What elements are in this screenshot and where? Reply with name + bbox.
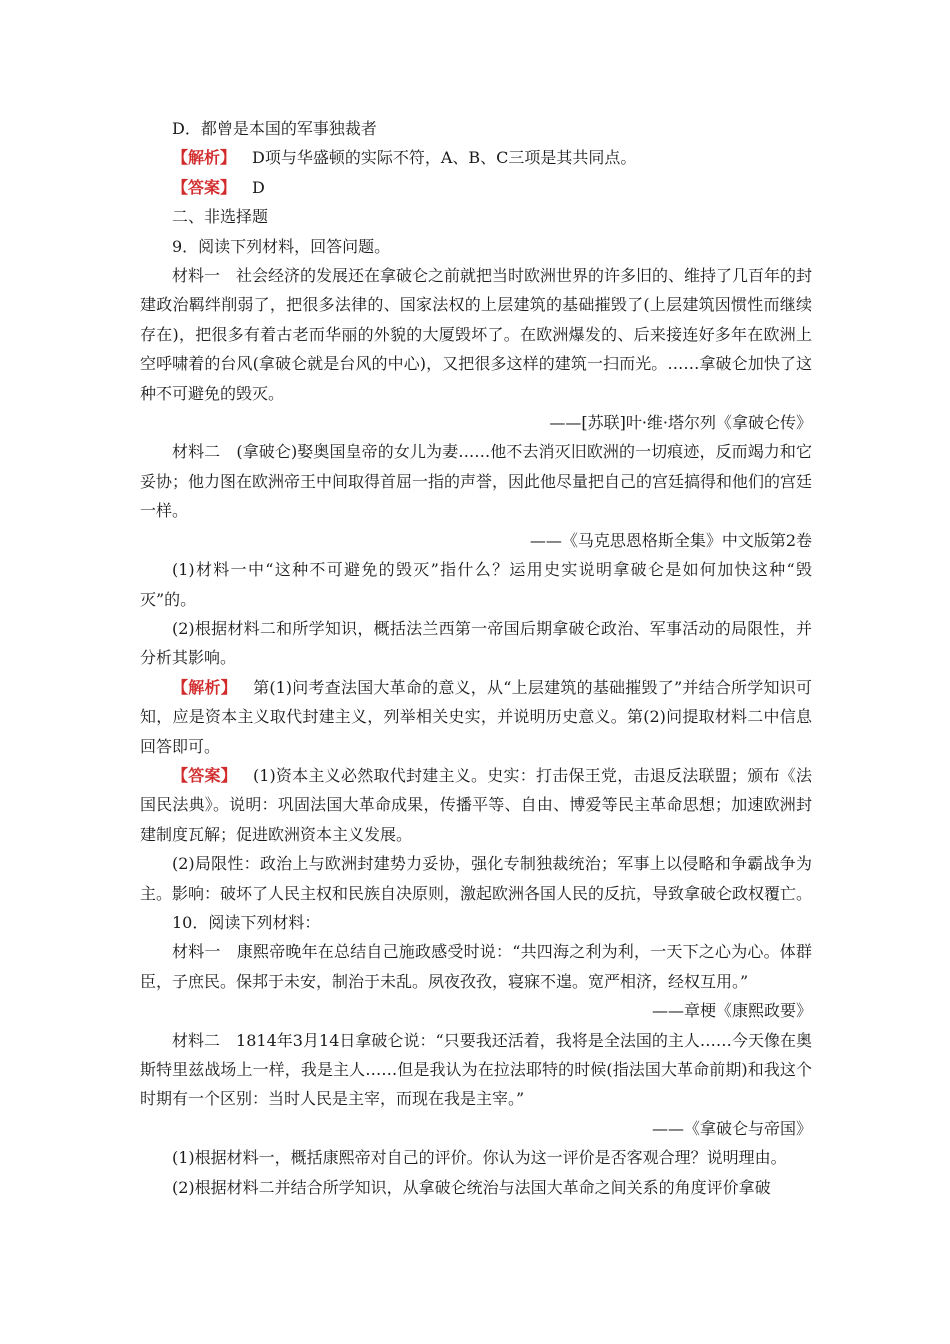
q9-analysis bbox=[140, 673, 812, 761]
q8-analysis bbox=[140, 143, 812, 172]
answer-tag: 【答案】 bbox=[172, 177, 237, 197]
q9-stem: 9．阅读下列材料，回答问题。 bbox=[172, 236, 391, 256]
q9-material-2: 材料二 (拿破仑)娶奥国皇帝的女儿为妻……他不去消灭旧欧洲的一切痕迹，反而竭力和它妥协；他力图在欧洲帝王中间取得首屈一指的声誉，因此他尽量把自己的宫廷搞得和他们的宫廷一样。 bbox=[140, 442, 813, 521]
q8-answer-text: D bbox=[252, 177, 265, 197]
analysis-tag: 【解析】 bbox=[172, 677, 237, 697]
q10-source-2: ——《拿破仑与帝国》 bbox=[651, 1118, 812, 1138]
q9-material-1: 材料一 社会经济的发展还在拿破仑之前就把当时欧洲世界的许多旧的、维持了几百年的封建政治羁绊削弱了，把很多法律的、国家法权的上层建筑的基础摧毁了(上层建筑因惯性而继续存在)，把很多有着古老而华丽的外貌的大厦毁坏了。在欧洲爆发的、后来接连好多年在欧洲上空呼啸着的台风(拿破仑就是台风的中心)，又把很多这样的建筑一扫而光。……拿破仑加快了这种不可避免的毁灭。 bbox=[140, 266, 813, 403]
q9-source-1: ——[苏联]叶·维·塔尔列《拿破仑传》 bbox=[549, 413, 812, 433]
q9-question-1: (1)材料一中“这种不可避免的毁灭”指什么？运用史实说明拿破仑是如何加快这种“毁灭”的。 bbox=[140, 560, 812, 609]
q8-analysis-text: D项与华盛顿的实际不符，A、B、C三项是其共同点。 bbox=[252, 148, 637, 168]
q9-analysis-text: 第(1)问考查法国大革命的意义，从“上层建筑的基础摧毁了”并结合所学知识可知，应是资本主义取代封建主义，列举相关史实，并说明历史意义。第(2)问提取材料二中信息回答即可。 bbox=[140, 677, 812, 756]
q10-source-1: ——章梗《康熙政要》 bbox=[651, 1001, 812, 1021]
document-page bbox=[140, 114, 812, 1202]
answer-tag: 【答案】 bbox=[172, 765, 238, 785]
q10-question-2: (2)根据材料二并结合所学知识，从拿破仑统治与法国大革命之间关系的角度评价拿破 bbox=[172, 1177, 771, 1197]
q9-answer-1 bbox=[140, 761, 812, 849]
q10-material-1: 材料一 康熙帝晚年在总结自己施政感受时说：“共四海之利为利，一天下之心为心。体群臣，子庶民。保邦于未安，制治于未乱。夙夜孜孜，寝寐不遑。宽严相济，经权互用。” bbox=[140, 942, 812, 991]
section-heading: 二、非选择题 bbox=[172, 207, 269, 227]
q10-stem: 10．阅读下列材料： bbox=[172, 912, 321, 932]
q8-answer bbox=[140, 173, 812, 202]
option-d: D．都曾是本国的军事独裁者 bbox=[172, 119, 377, 138]
q9-question-2: (2)根据材料二和所学知识，概括法兰西第一帝国后期拿破仑政治、军事活动的局限性，并分析其影响。 bbox=[140, 618, 812, 668]
analysis-tag: 【解析】 bbox=[172, 148, 237, 168]
q9-source-2: ——《马克思恩格斯全集》中文版第2卷 bbox=[529, 530, 812, 550]
q10-question-1: (1)根据材料一，概括康熙帝对自己的评价。你认为这一评价是否客观合理？说明理由。 bbox=[172, 1148, 787, 1168]
q10-material-2: 材料二 1814年3月14日拿破仑说：“只要我还活着，我将是全法国的主人……今天像在奥斯特里兹战场上一样，我是主人……但是我认为在拉法耶特的时候(指法国大革命前期)和我这个时期有一个区别：当时人民是主宰，而现在我是主宰。” bbox=[140, 1030, 812, 1109]
q9-answer-1-text: (1)资本主义必然取代封建主义。史实：打击保王党，击退反法联盟；颁布《法国民法典》。说明：巩固法国大革命成果，传播平等、自由、博爱等民主革命思想；加速欧洲封建制度瓦解；促进欧洲资本主义发展。 bbox=[140, 765, 812, 844]
q9-answer-2: (2)局限性：政治上与欧洲封建势力妥协，强化专制独裁统治；军事上以侵略和争霸战争为主。影响：破坏了人民主权和民族自决原则，激起欧洲各国人民的反抗，导致拿破仑政权覆亡。 bbox=[140, 854, 813, 903]
